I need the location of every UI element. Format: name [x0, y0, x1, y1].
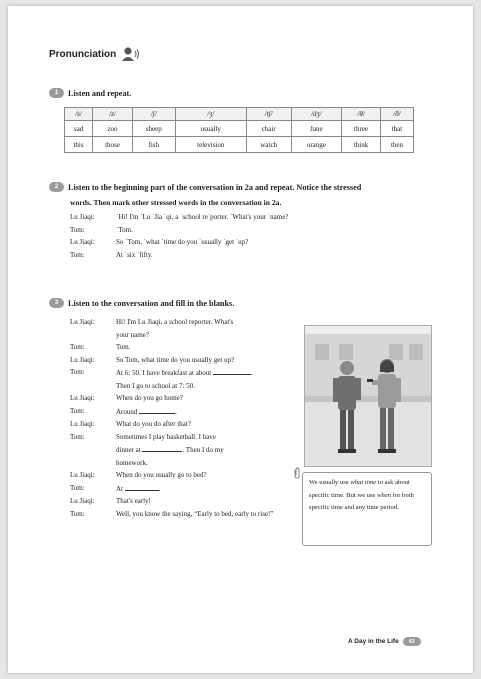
task2-header: [49, 182, 361, 192]
dialogue-line: [70, 380, 273, 393]
line-text: ˈTom.: [116, 225, 133, 234]
answer-blank[interactable]: [139, 405, 175, 414]
line-text: Well, you know the saying, “Early to bed, early to rise!”: [116, 509, 274, 518]
line-text: At 6: 50. I have breakfast at about: [116, 369, 212, 377]
word-cell: watch: [246, 137, 291, 153]
line-text: So ˈTom, ˈwhat ˈtime do you ˈusually ˈget ˈup?: [116, 238, 249, 246]
word-cell: those: [93, 137, 133, 153]
interview-drawing: [305, 326, 431, 466]
line-text: What do you do after that?: [116, 420, 191, 428]
speaker-name: Lu Jiaqi:: [70, 394, 95, 402]
symbol-cell: /dʒ/: [291, 108, 342, 121]
line-text: Around: [116, 407, 138, 416]
speaker-name: [70, 380, 116, 393]
dialogue-line: [70, 211, 288, 224]
answer-blank[interactable]: [125, 482, 159, 491]
grammar-note: [302, 472, 432, 546]
speaker-name: Tom:: [70, 406, 85, 415]
table-row-words-1: [65, 121, 414, 137]
unit-title: A Day in the Life: [348, 638, 399, 645]
word-cell: three: [342, 121, 381, 137]
line-text: homework.: [116, 458, 148, 467]
speaker-name: [70, 329, 116, 342]
task1-instruction: Listen and repeat.: [68, 88, 132, 98]
dialogue-line: [70, 316, 273, 329]
dialogue-line: [70, 392, 273, 405]
speaker-name: Lu Jiaqi:: [70, 213, 95, 221]
section-header: [49, 46, 140, 62]
word-cell: think: [342, 137, 381, 153]
line-text: That's early!: [116, 497, 151, 505]
page-footer: [348, 637, 421, 646]
word-cell: that: [380, 121, 413, 137]
word-cell: usually: [175, 121, 246, 137]
task1-header: [49, 88, 131, 98]
line-text: So Tom, what time do you usually get up?: [116, 355, 235, 364]
word-cell: Jane: [291, 121, 342, 137]
line-text-after: .: [158, 484, 161, 493]
task3-instruction: Listen to the conversation and fill in the blanks.: [68, 298, 235, 308]
line-text-after: .: [175, 407, 177, 416]
line-text: dinner at: [116, 446, 141, 454]
note-emphasis: what time: [350, 479, 377, 486]
paperclip-icon: [292, 467, 302, 479]
word-cell: sad: [65, 121, 93, 137]
note-text: for both specific time and any time period.: [309, 491, 414, 511]
symbol-cell: /ð/: [380, 108, 413, 121]
line-text: Tom.: [116, 343, 131, 351]
line-text-after: . Then I do my: [182, 446, 224, 454]
symbol-cell: /θ/: [342, 108, 381, 121]
symbol-cell: /ʃ/: [132, 108, 175, 121]
answer-blank[interactable]: [213, 366, 251, 375]
dialogue-line: [70, 236, 288, 249]
line-text: ˈHi! I'm ˈLu ˈJia ˈqi, a ˈschool reˈporter. ˈWhat's your ˈname?: [116, 213, 289, 221]
textbook-page: [8, 6, 473, 673]
task1-number-badge: 1: [49, 88, 64, 98]
symbol-cell: /ʒ/: [175, 108, 246, 121]
line-text: Then I go to school at 7: 50.: [116, 381, 195, 390]
speaker-name: Tom:: [70, 432, 85, 441]
speaker-name: Lu Jiaqi:: [70, 497, 95, 505]
word-cell: chair: [246, 121, 291, 137]
speaker-name: Tom:: [70, 368, 85, 376]
dialogue-line: [70, 469, 273, 482]
speaker-name: Tom:: [70, 343, 85, 351]
dialogue-line: [70, 495, 273, 508]
task2-instruction-line1: Listen to the beginning part of the conversation in 2a and repeat. Notice the stressed: [68, 182, 362, 192]
line-text: At ˈsix ˈfifty.: [116, 250, 153, 259]
dialogue-line: [70, 354, 273, 367]
word-cell: fish: [132, 137, 175, 153]
task2-dialogue: [70, 211, 288, 261]
line-text: When do you go home?: [116, 394, 183, 402]
dialogue-line: [70, 431, 273, 444]
symbol-cell: /s/: [65, 108, 93, 121]
table-row-symbols: [65, 108, 414, 121]
word-cell: orange: [291, 137, 342, 153]
line-text: your name?: [116, 330, 149, 339]
word-cell: sheep: [132, 121, 175, 137]
line-text: Hi! I'm Lu Jiaqi, a school reporter. What's: [116, 318, 234, 326]
dialogue-line: [70, 249, 288, 262]
speaker-name: Lu Jiaqi:: [70, 471, 95, 479]
dialogue-line: [70, 405, 273, 419]
speaker-name: Tom:: [70, 225, 85, 234]
speaker-name: Lu Jiaqi:: [70, 318, 95, 326]
speaker-name: Tom:: [70, 250, 85, 259]
note-text: to ask about specific time. But we use: [309, 479, 410, 499]
task3-header: [49, 298, 234, 308]
note-emphasis: when: [377, 491, 392, 499]
dialogue-line: [70, 341, 273, 354]
word-cell: zoo: [93, 121, 133, 137]
word-cell: television: [175, 137, 246, 153]
note-text: We usually use: [309, 479, 351, 486]
answer-blank[interactable]: [142, 443, 182, 452]
line-text: Sometimes I play basketball. I have: [116, 432, 216, 441]
speaker-name: [70, 457, 116, 470]
dialogue-line: [70, 366, 273, 380]
word-cell: this: [65, 137, 93, 153]
section-title: Pronunciation: [49, 48, 117, 60]
task3-dialogue: [70, 316, 273, 520]
task2-instruction-line2: words. Then mark other stressed words in the conversation in 2a.: [70, 198, 282, 207]
speaker-name: Tom:: [70, 509, 85, 518]
line-text: When do you usually go to bed?: [116, 471, 207, 479]
speaker-name: Lu Jiaqi:: [70, 420, 95, 428]
dialogue-line: [70, 224, 288, 237]
task3-number-badge: 3: [49, 298, 64, 308]
dialogue-line: [70, 418, 273, 431]
speaker-icon: [120, 46, 140, 62]
table-row-words-2: [65, 137, 414, 153]
speaker-name: Lu Jiaqi:: [70, 238, 95, 246]
symbol-cell: /z/: [93, 108, 133, 121]
interview-illustration: [304, 325, 432, 467]
line-text: At: [116, 484, 123, 493]
symbol-cell: /tʃ/: [246, 108, 291, 121]
dialogue-line: [70, 457, 273, 470]
page-number: 43: [403, 637, 421, 646]
phonetic-table: [64, 107, 414, 153]
speaker-name: Tom:: [70, 483, 85, 492]
dialogue-line: [70, 329, 273, 342]
dialogue-line: [70, 482, 273, 496]
speaker-name: [70, 443, 116, 457]
task2-number-badge: 2: [49, 182, 64, 192]
speaker-name: Lu Jiaqi:: [70, 355, 95, 364]
dialogue-line: [70, 508, 273, 521]
dialogue-line: [70, 443, 273, 457]
line-text-after: .: [251, 369, 253, 377]
word-cell: then: [380, 137, 413, 153]
